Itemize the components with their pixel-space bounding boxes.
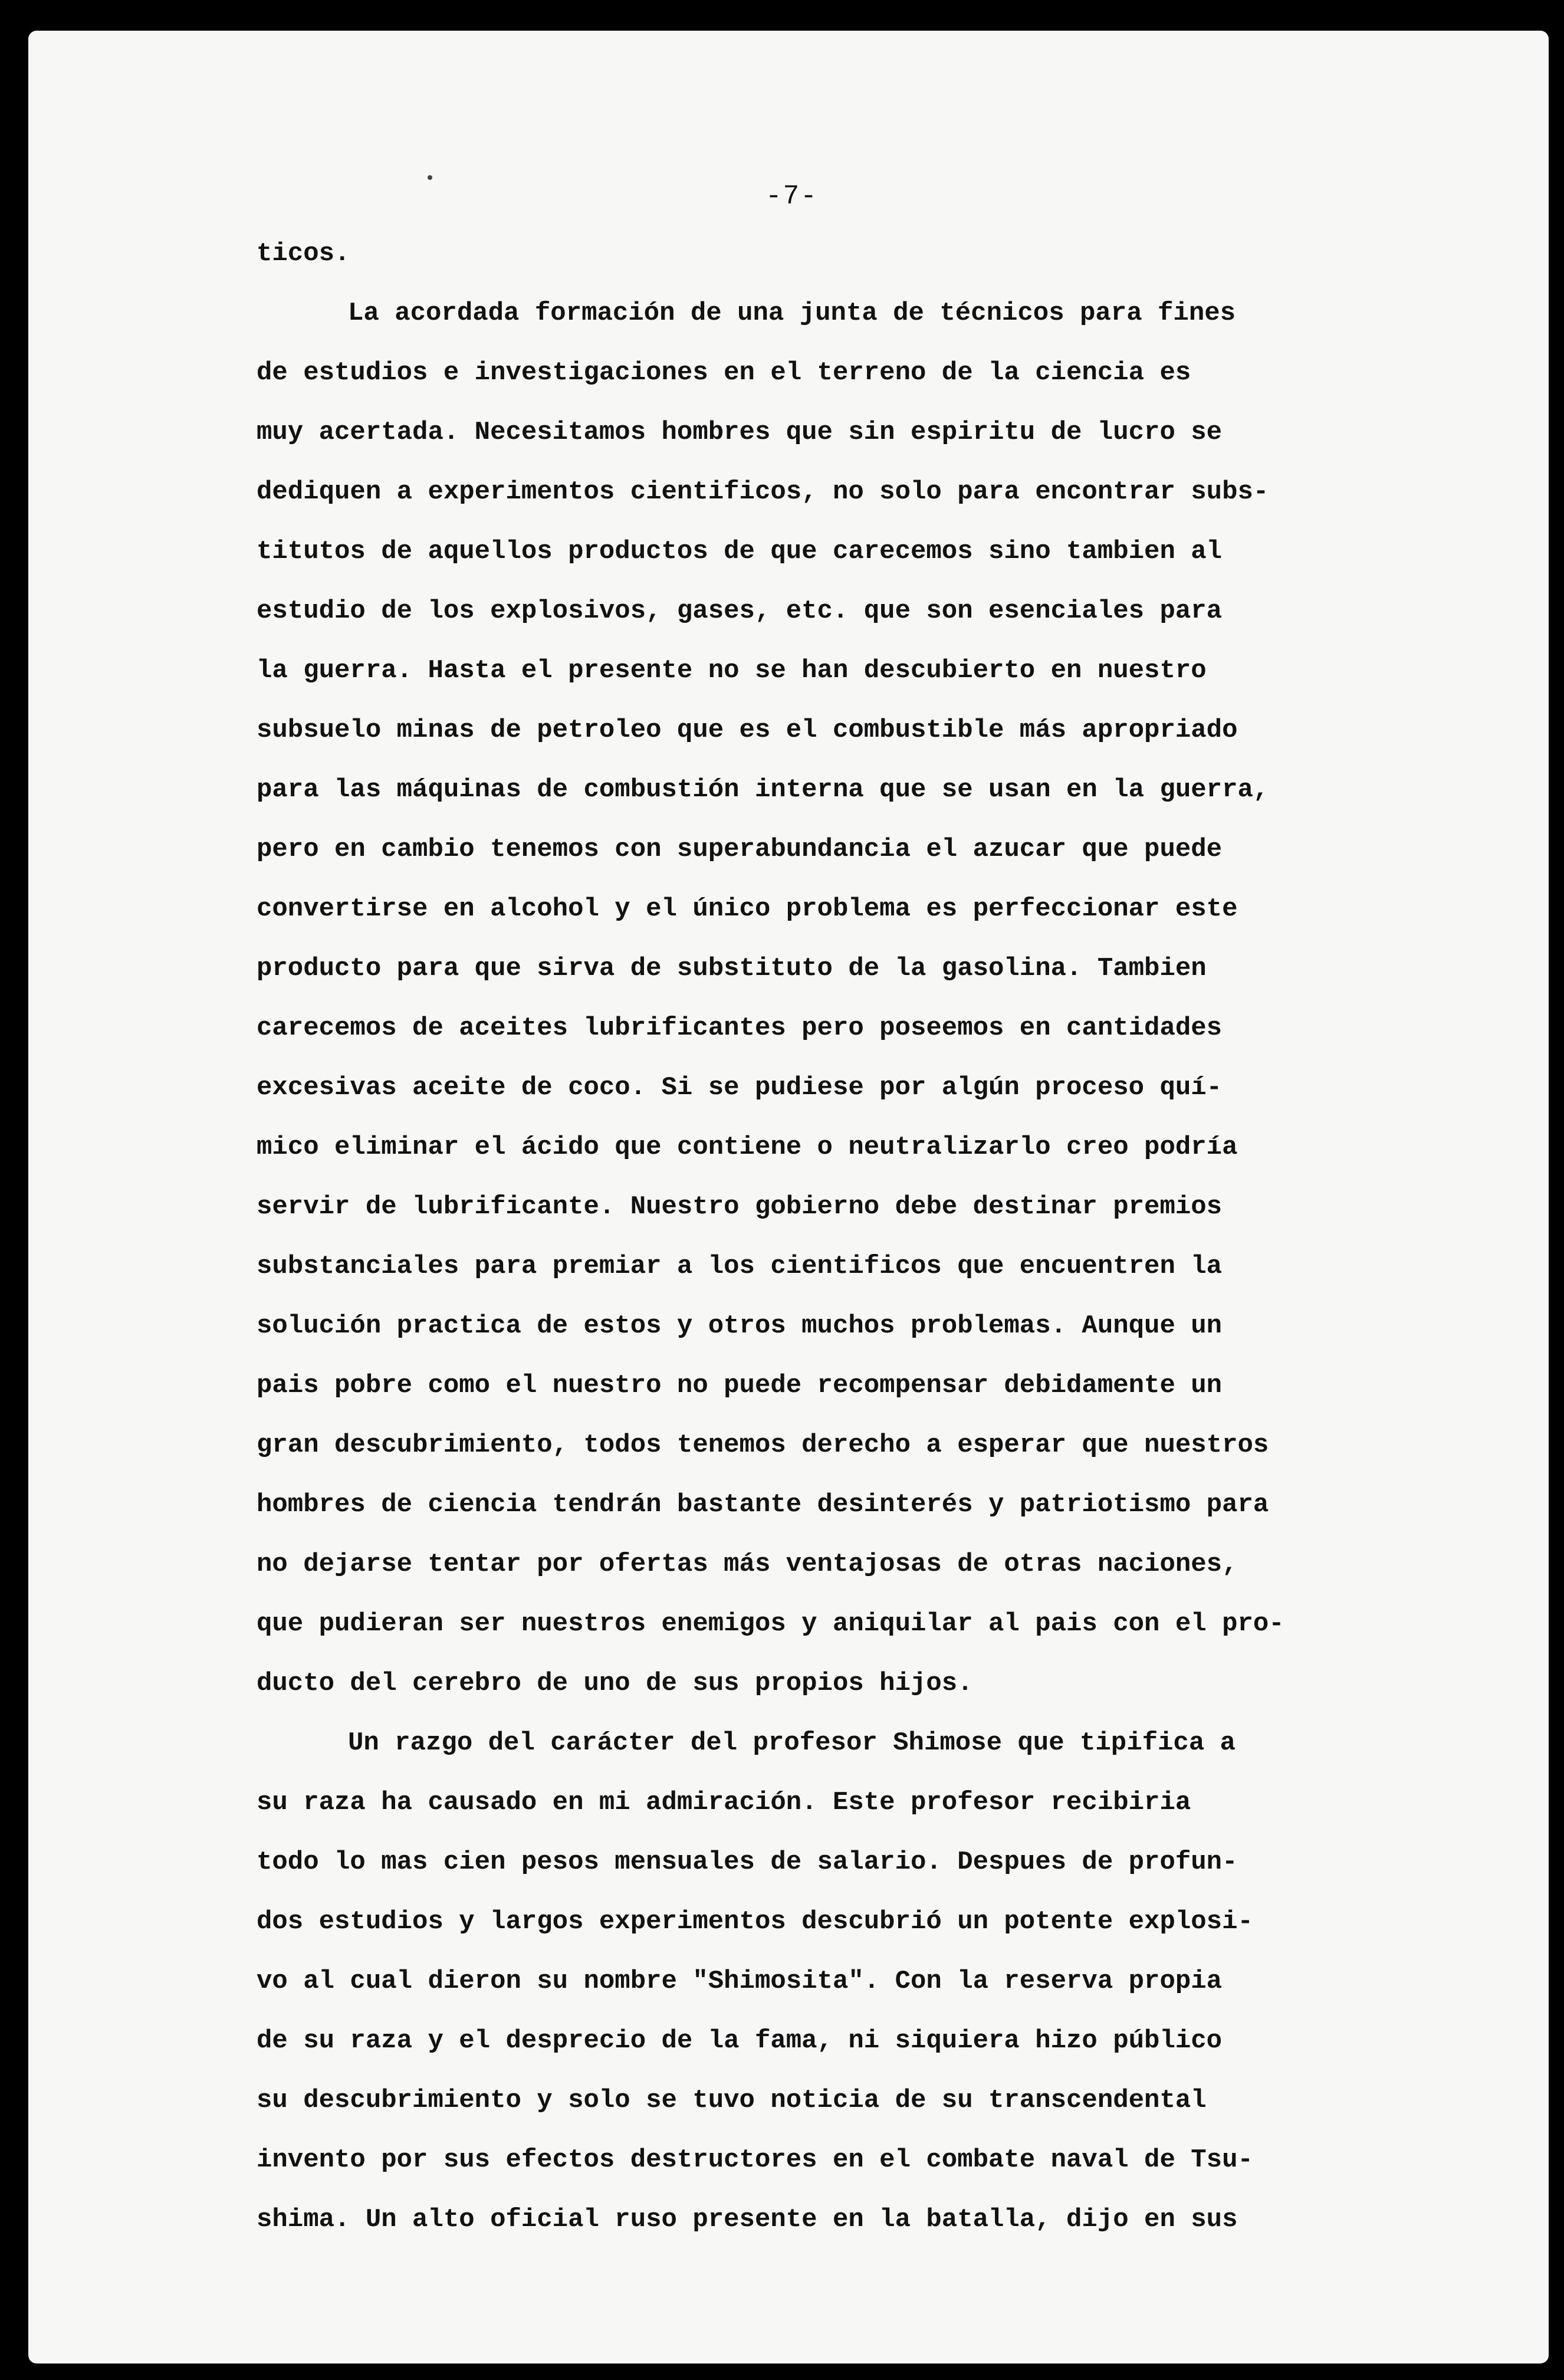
text-line: excesivas aceite de coco. Si se pudiese por algún proceso quí-: [257, 1073, 1223, 1102]
body-text: [257, 224, 1430, 2250]
text-line: dediquen a experimentos cientificos, no solo para encontrar subs-: [257, 477, 1269, 507]
text-line: gran descubrimiento, todos tenemos derecho a esperar que nuestros: [257, 1430, 1269, 1460]
text-line: que pudieran ser nuestros enemigos y aniquilar al pais con el pro-: [257, 1609, 1284, 1639]
text-line: convertirse en alcohol y el único problema es perfeccionar este: [257, 894, 1238, 924]
text-line: estudio de los explosivos, gases, etc. que son esenciales para: [257, 596, 1223, 626]
page-number: -7-: [765, 181, 818, 212]
text-line: de su raza y el desprecio de la fama, ni siquiera hizo público: [257, 2026, 1223, 2056]
text-line: todo lo mas cien pesos mensuales de salario. Despues de profun-: [257, 1847, 1238, 1877]
text-line: su raza ha causado en mi admiración. Este profesor recibiria: [257, 1788, 1191, 1817]
text-line: invento por sus efectos destructores en el combate naval de Tsu-: [257, 2145, 1253, 2175]
text-line: su descubrimiento y solo se tuvo noticia de su transcendental: [257, 2086, 1207, 2115]
text-line: ticos.: [257, 239, 350, 268]
text-line: mico eliminar el ácido que contiene o neutralizarlo creo podría: [257, 1132, 1238, 1162]
text-line: Un razgo del carácter del profesor Shimose que tipifica a: [348, 1728, 1236, 1758]
text-line: vo al cual dieron su nombre "Shimosita". Con la reserva propia: [257, 1967, 1223, 1996]
text-line: dos estudios y largos experimentos descubrió un potente explosi-: [257, 1907, 1253, 1936]
text-line: de estudios e investigaciones en el terreno de la ciencia es: [257, 358, 1191, 388]
text-line: la guerra. Hasta el presente no se han descubierto en nuestro: [257, 656, 1207, 685]
text-line: pais pobre como el nuestro no puede recompensar debidamente un: [257, 1371, 1223, 1400]
text-line: hombres de ciencia tendrán bastante desinterés y patriotismo para: [257, 1490, 1269, 1519]
text-line: shima. Un alto oficial ruso presente en la batalla, dijo en sus: [257, 2205, 1238, 2234]
text-line: substanciales para premiar a los cientificos que encuentren la: [257, 1252, 1223, 1281]
text-line: producto para que sirva de substituto de la gasolina. Tambien: [257, 954, 1207, 983]
text-line: muy acertada. Necesitamos hombres que sin espiritu de lucro se: [257, 418, 1223, 447]
text-line: solución practica de estos y otros muchos problemas. Aunque un: [257, 1311, 1223, 1341]
text-line: subsuelo minas de petroleo que es el combustible más apropriado: [257, 715, 1238, 745]
text-line: no dejarse tentar por ofertas más ventajosas de otras naciones,: [257, 1550, 1238, 1579]
text-line: La acordada formación de una junta de técnicos para fines: [348, 298, 1236, 328]
text-line: servir de lubrificante. Nuestro gobierno debe destinar premios: [257, 1192, 1223, 1222]
text-line: titutos de aquellos productos de que carecemos sino tambien al: [257, 537, 1223, 566]
text-line: para las máquinas de combustión interna que se usan en la guerra,: [257, 775, 1269, 805]
text-line: carecemos de aceites lubrificantes pero poseemos en cantidades: [257, 1013, 1223, 1043]
text-line: pero en cambio tenemos con superabundancia el azucar que puede: [257, 835, 1223, 864]
text-line: ducto del cerebro de uno de sus propios hijos.: [257, 1669, 973, 1698]
ink-speck: [428, 175, 432, 180]
